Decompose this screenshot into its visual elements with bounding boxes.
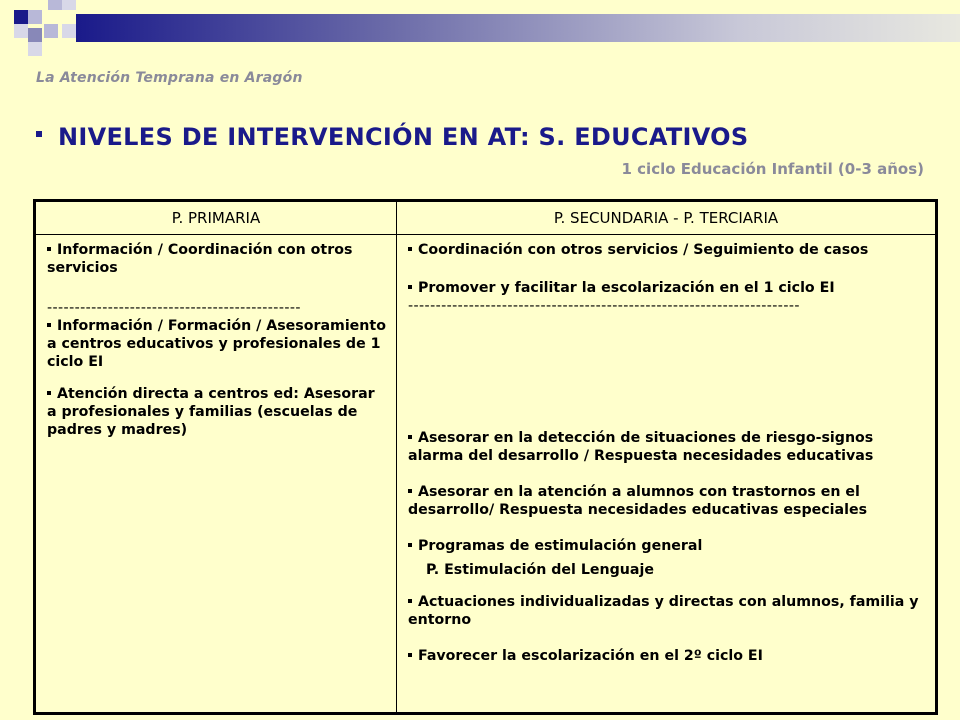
dashed-separator: ---------------------------------------------- (47, 300, 301, 316)
bullet-icon (408, 489, 412, 493)
deco-square (28, 42, 42, 56)
bullet-icon (47, 247, 51, 251)
title-subheading: 1 ciclo Educación Infantil (0-3 años) (621, 160, 924, 178)
list-item: Asesorar en la detección de situaciones de riesgo-signos alarma del desarrollo / Respuesta necesidades educativas (408, 430, 874, 464)
column-header-secundaria-terciaria: P. SECUNDARIA - P. TERCIARIA (397, 201, 937, 235)
bullet-icon (47, 323, 51, 327)
list-item: Asesorar en la atención a alumnos con trastornos en el desarrollo/ Respuesta necesidades educativas especiales (408, 484, 868, 518)
deco-square (44, 24, 58, 38)
bullet-icon (408, 653, 412, 657)
presentation-subtitle: La Atención Temprana en Aragón (36, 70, 303, 86)
deco-square (62, 24, 76, 38)
secundaria-terciaria-cell (397, 235, 937, 714)
header-decoration (0, 0, 960, 60)
title-bullet-icon (36, 131, 42, 137)
list-subitem: P. Estimulación del Lenguaje (426, 562, 654, 578)
page-title: NIVELES DE INTERVENCIÓN EN AT: S. EDUCATIVOS (58, 123, 749, 151)
primaria-cell (35, 235, 397, 714)
deco-square (14, 24, 28, 38)
dashed-separator: ----------------------------------------------------------------------- (408, 298, 800, 314)
title-row (36, 123, 748, 151)
header-gradient-bar (76, 14, 960, 42)
bullet-icon (408, 285, 412, 289)
deco-square (14, 10, 28, 24)
bullet-icon (408, 599, 412, 603)
list-item: Atención directa a centros ed: Asesorar a profesionales y familias (escuelas de padres y madres) (47, 386, 375, 438)
list-item: Promover y facilitar la escolarización en el 1 ciclo EI (408, 279, 925, 297)
deco-square (28, 10, 42, 24)
table-header-row (35, 201, 937, 235)
bullet-icon (408, 435, 412, 439)
list-item: Favorecer la escolarización en el 2º ciclo EI (408, 647, 925, 665)
bullet-icon (47, 391, 51, 395)
list-item: Información / Coordinación con otros servicios (47, 242, 353, 276)
table-body-row (35, 235, 937, 714)
bullet-icon (408, 247, 412, 251)
deco-square (62, 0, 76, 10)
list-item: Actuaciones individualizadas y directas con alumnos, familia y entorno (408, 594, 919, 628)
column-header-primaria: P. PRIMARIA (35, 201, 397, 235)
deco-square (48, 0, 62, 10)
intervention-table (33, 199, 938, 715)
deco-square (28, 28, 42, 42)
list-item: Programas de estimulación general (408, 537, 925, 555)
bullet-icon (408, 543, 412, 547)
list-item: Información / Formación / Asesoramiento a centros educativos y profesionales de 1 ciclo EI (47, 318, 386, 370)
list-item: Coordinación con otros servicios / Seguimiento de casos (408, 241, 925, 259)
